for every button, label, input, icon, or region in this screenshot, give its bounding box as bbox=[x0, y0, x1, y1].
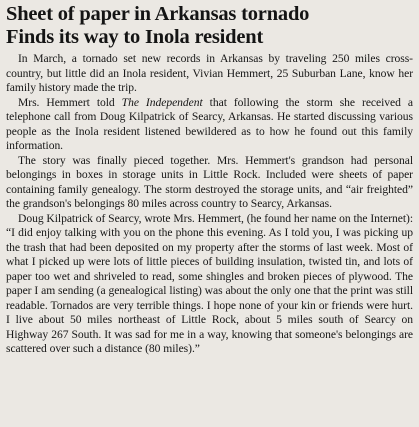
article-paragraph-1: In March, a tornado set new records in Arkansas by traveling 250 miles cross-country, but little did an Inola resident, Vivian Hemmert, 25 Suburban Lane, know her family history made the trip. bbox=[6, 52, 413, 94]
paragraph-2-lead: Mrs. Hemmert told bbox=[18, 95, 122, 109]
article-paragraph-4: Doug Kilpatrick of Searcy, wrote Mrs. Hemmert, (he found her name on the Internet): “I did enjoy talking with you on the phone this evening. As I told you, I was picking up the trash that had been deposited on my property after the storms of last week. Most of what I picked up were lots of little pieces of building insulation, twisted tin, and lots of paper too wet and shriveled to read, some shingles and broken pieces of plywood. The paper I am sending (a genealogical listing) was about the only one that the print was still readable. Tornados are very terrible things. I hope none of your kin or friends were hurt. I live about 50 miles northeast of Little Rock, about 5 miles south of Searcy on Highway 267 South. It was sad for me in a way, knowing that someone's belongings are scattered over such a distance (80 miles).” bbox=[6, 211, 413, 355]
article-paragraph-3: The story was finally pieced together. Mrs. Hemmert's grandson had personal belongings in boxes in storage units in Little Rock. Included were sheets of paper containing family genealogy. The storm destroyed the storage units, and “air freighted” the grandson's belongings 80 miles across country to Searcy, Arkansas. bbox=[6, 153, 413, 210]
article-headline bbox=[6, 3, 413, 49]
headline-line-2: Finds its way to Inola resident bbox=[6, 26, 264, 48]
paragraph-2-rest: that following the storm she received a telephone call from Doug Kilpatrick of Searcy, Arkansas. He started discussing various people as the Inola resident listened bewildered as to how he found out this family information. bbox=[6, 95, 413, 152]
publication-name: The Independent bbox=[121, 95, 203, 109]
article-body bbox=[6, 52, 413, 357]
headline-line-1: Sheet of paper in Arkansas tornado bbox=[6, 3, 310, 25]
article-paragraph-2 bbox=[6, 96, 413, 154]
